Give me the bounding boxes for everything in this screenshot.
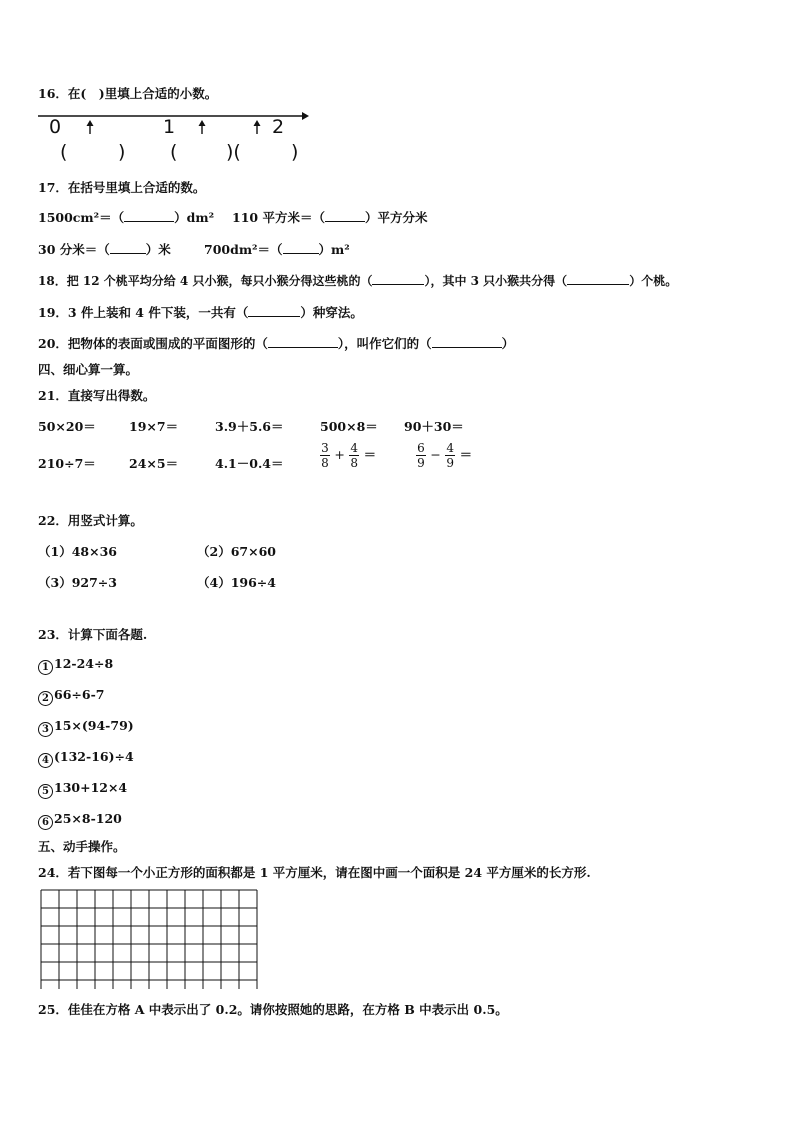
q18-text-part: ）个桃。 (629, 274, 678, 288)
answer-blank[interactable] (283, 242, 319, 254)
arrow-up-icon (87, 120, 94, 134)
q20-text-part: ） (501, 336, 515, 351)
answer-blank[interactable] (110, 242, 146, 254)
answer-paren: ( (60, 141, 68, 163)
calc-problem (38, 718, 134, 737)
answer-paren: ( (170, 141, 178, 163)
calc-item: 3.9＋5.6＝ (215, 419, 284, 434)
expression: (132-16)÷4 (54, 749, 134, 764)
circled-number: 4 (38, 753, 53, 768)
answer-blank[interactable] (248, 305, 300, 317)
calc-problem (38, 811, 122, 830)
fraction (349, 441, 359, 470)
q20-text-part: 20．把物体的表面或围成的平面图形的（ (38, 336, 268, 351)
square-grid[interactable] (40, 889, 260, 989)
numerator: 3 (321, 441, 329, 455)
q17-item (38, 208, 214, 226)
question-19-text (38, 303, 363, 321)
circled-number: 2 (38, 691, 53, 706)
tick-label-0: 0 (49, 116, 62, 138)
q17-suffix: ）m² (318, 242, 350, 257)
calc-item: 19×7＝ (129, 419, 179, 434)
equals: ＝ (459, 447, 473, 462)
question-20-text (38, 334, 514, 352)
numerator: 4 (446, 441, 455, 455)
answer-paren: )( (226, 141, 241, 163)
arrow-up-icon (199, 120, 206, 134)
fraction-expression (320, 441, 376, 470)
calc-problem (38, 749, 134, 768)
answer-paren: ) (118, 141, 126, 163)
tick-label-1: 1 (163, 116, 176, 138)
expression: 25×8-120 (54, 811, 122, 826)
q17-suffix: ）米 (145, 242, 171, 257)
q19-text-part: 19．3 件上装和 4 件下装，一共有（ (38, 305, 249, 320)
answer-blank[interactable] (124, 210, 174, 222)
calc-problem (38, 780, 127, 799)
question-23-text: 23．计算下面各题. (38, 627, 148, 642)
circled-number: 1 (38, 660, 53, 675)
fraction (320, 441, 330, 470)
calc-problem (38, 656, 113, 675)
q17-prefix: 700dm²＝（ (204, 242, 283, 257)
q17-item (38, 240, 171, 258)
answer-blank[interactable] (372, 273, 424, 285)
expression: 12-24÷8 (54, 656, 114, 671)
calc-item: 90＋30＝ (404, 419, 464, 434)
q18-text-part: ），其中 3 只小猴共分得（ (424, 274, 568, 288)
question-25-text: 25．佳佳在方格 A 中表示出了 0.2。请你按照她的思路，在方格 B 中表示出 0.5。 (38, 1002, 508, 1017)
denominator: 9 (417, 456, 425, 470)
calc-problem (38, 687, 104, 706)
answer-blank[interactable] (567, 273, 629, 285)
calc-item: 210÷7＝ (38, 456, 96, 471)
numerator: 4 (350, 441, 359, 455)
question-21-text: 21．直接写出得数。 (38, 388, 156, 403)
denominator: 8 (321, 456, 329, 470)
q17-suffix: ）平方分米 (364, 210, 428, 225)
fraction-expression (416, 441, 472, 470)
question-22-text: 22．用竖式计算。 (38, 513, 143, 528)
q19-text-part: ）种穿法。 (300, 305, 363, 320)
expression: 130+12×4 (54, 780, 128, 795)
answer-blank[interactable] (268, 336, 338, 348)
answer-paren: ) (291, 141, 299, 163)
circled-number: 6 (38, 815, 53, 830)
expression: 15×(94-79) (54, 718, 134, 733)
section-5-heading: 五、动手操作。 (38, 839, 126, 854)
q17-prefix: 1500cm²＝（ (38, 210, 125, 225)
question-16-text: 16．在( )里填上合适的小数。 (38, 86, 218, 101)
q20-text-part: ），叫作它们的（ (337, 336, 432, 351)
answer-blank[interactable] (432, 336, 502, 348)
q17-item (232, 208, 427, 226)
q17-item (204, 240, 350, 258)
vertical-calc-item: （1）48×36 (38, 544, 117, 559)
tick-label-2: 2 (272, 116, 285, 138)
q18-text-part: 18．把 12 个桃平均分给 4 只小猴，每只小猴分得这些桃的（ (38, 274, 373, 288)
calc-item: 500×8＝ (320, 419, 378, 434)
denominator: 9 (446, 456, 455, 470)
vertical-calc-item: （2）67×60 (197, 544, 276, 559)
q17-prefix: 110 平方米＝（ (232, 210, 325, 225)
vertical-calc-item: （4）196÷4 (197, 575, 276, 590)
vertical-calc-item: （3）927÷3 (38, 575, 117, 590)
operator: + (334, 447, 345, 462)
equals: ＝ (363, 447, 377, 462)
circled-number: 3 (38, 722, 53, 737)
fraction (416, 441, 426, 470)
question-24-text: 24．若下图每一个小正方形的面积都是 1 平方厘米，请在图中画一个面积是 24 平方厘米的长方形. (38, 865, 591, 880)
q17-suffix: ）dm² (174, 210, 215, 225)
arrow-up-icon (254, 120, 261, 134)
expression: 66÷6-7 (54, 687, 105, 702)
question-17-text: 17．在括号里填上合适的数。 (38, 180, 206, 195)
fraction (445, 441, 455, 470)
q17-prefix: 30 分米＝（ (38, 242, 110, 257)
operator: − (430, 447, 441, 462)
calc-item: 24×5＝ (129, 456, 179, 471)
denominator: 8 (350, 456, 359, 470)
numerator: 6 (417, 441, 425, 455)
question-18-text (38, 272, 677, 289)
circled-number: 5 (38, 784, 53, 799)
answer-blank[interactable] (325, 210, 365, 222)
calc-item: 50×20＝ (38, 419, 96, 434)
calc-item: 4.1－0.4＝ (215, 456, 284, 471)
section-4-heading: 四、细心算一算。 (38, 362, 139, 377)
